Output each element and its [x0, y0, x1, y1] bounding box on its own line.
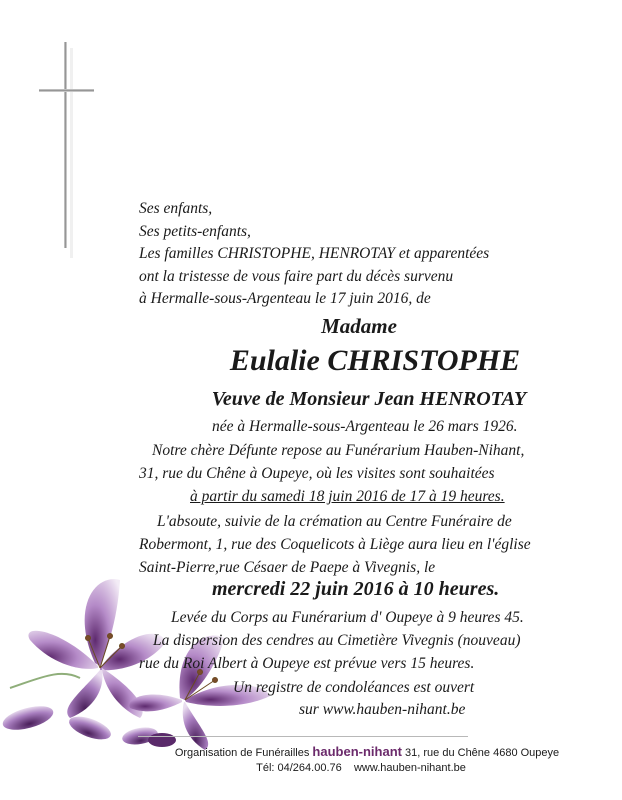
footer-contact	[50, 762, 622, 774]
intro-line: ont la tristesse de vous faire part du décès survenu	[139, 267, 454, 285]
visits-line: à partir du samedi 18 juin 2016 de 17 à 19 heures.	[190, 488, 505, 505]
register-line-1: Un registre de condoléances est ouvert	[233, 679, 475, 696]
intro-line: Ses petits-enfants,	[139, 222, 251, 240]
dispersion-line-2: rue du Roi Albert à Oupeye est prévue vers 15 heures.	[139, 655, 475, 672]
title-madame: Madame	[321, 314, 397, 338]
footer-phone: Tél: 04/264.00.76	[256, 762, 342, 774]
footer-prefix: Organisation de Funérailles	[174, 747, 310, 759]
widow-of: Veuve de Monsieur Jean HENROTAY	[211, 388, 527, 410]
cross-icon-horizontal	[39, 89, 94, 92]
levee-line: Levée du Corps au Funérarium d' Oupeye à 9 heures 45.	[171, 609, 524, 626]
deceased-name: Eulalie CHRISTOPHE	[229, 344, 521, 377]
rest-line-2: 31, rue du Chêne à Oupeye, où les visites sont souhaitées	[139, 465, 495, 482]
absoute-line-1: L'absoute, suivie de la crémation au Centre Funéraire de	[157, 513, 512, 530]
absoute-line-2: Robermont, 1, rue des Coquelicots à Liège aura lieu en l'église	[139, 536, 531, 553]
rest-line-1: Notre chère Défunte repose au Funérarium Hauben-Nihant,	[152, 442, 525, 459]
absoute-line-3: Saint-Pierre,rue Césaer de Paepe à Vivegnis, le	[139, 559, 436, 576]
ceremony-date: mercredi 22 juin 2016 à 10 heures.	[212, 578, 500, 600]
dispersion-line-1: La dispersion des cendres au Cimetière Vivegnis (nouveau)	[153, 632, 521, 649]
cross-shadow	[70, 48, 73, 258]
footer-brand: hauben-nihant	[312, 744, 402, 759]
footer-website: www.hauben-nihant.be	[353, 762, 466, 774]
intro-line: Les familles CHRISTOPHE, HENROTAY et apparentées	[139, 245, 490, 262]
intro-block	[139, 198, 489, 311]
footer-organisation	[56, 744, 622, 759]
intro-line: à Hermalle-sous-Argenteau le 17 juin 2016, de	[139, 290, 431, 307]
footer-divider	[138, 736, 468, 737]
intro-line: Ses enfants,	[139, 200, 213, 217]
footer-address: 31, rue du Chêne 4680 Oupeye	[405, 747, 560, 759]
cross-icon-vertical	[64, 42, 67, 248]
birth-line: née à Hermalle-sous-Argenteau le 26 mars 1926.	[212, 418, 518, 435]
register-line-2: sur www.hauben-nihant.be	[299, 701, 466, 718]
